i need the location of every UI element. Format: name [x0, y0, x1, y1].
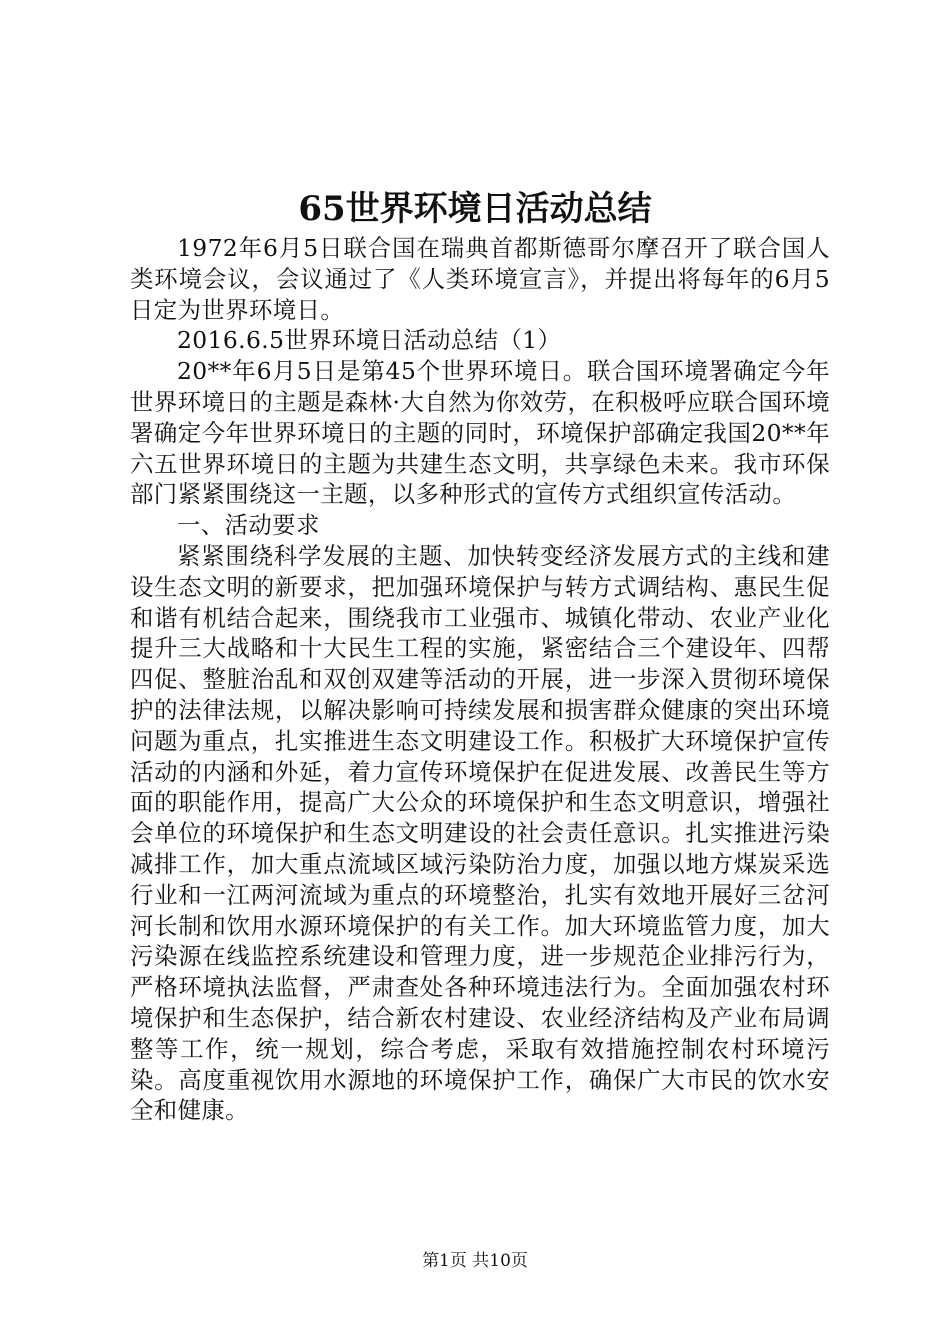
paragraph-subtitle: 2016.6.5世界环境日活动总结（1）	[177, 326, 562, 355]
document-title: 65世界环境日活动总结	[298, 189, 652, 229]
paragraph-intro: 1972年6月5日联合国在瑞典首都斯德哥尔摩召开了联合国人类环境会议，会议通过了《人类环境宣言》，并提出将每年的6月5日定为世界环境日。	[130, 234, 830, 324]
section-heading: 一、活动要求	[177, 511, 320, 540]
paragraph-theme: 20**年6月5日是第45个世界环境日。联合国环境署确定今年世界环境日的主题是森林·大自然为你效劳，在积极呼应联合国环境署确定今年世界环境日的主题的同时，环境保护部确定我国20**年六五世界环境日的主题为共建生态文明，共享绿色未来。我市环保部门紧紧围绕这一主题，以多种形式的宣传方式组织宣传活动。	[130, 357, 830, 509]
paragraph-requirements: 紧紧围绕科学发展的主题、加快转变经济发展方式的主线和建设生态文明的新要求，把加强环境保护与转方式调结构、惠民生促和谐有机结合起来，围绕我市工业强市、城镇化带动、农业产业化提升三大战略和十大民生工程的实施，紧密结合三个建设年、四帮四促、整脏治乱和双创双建等活动的开展，进一步深入贯彻环境保护的法律法规，以解决影响可持续发展和损害群众健康的突出环境问题为重点，扎实推进生态文明建设工作。积极扩大环境保护宣传活动的内涵和外延，着力宣传环境保护在促进发展、改善民生等方面的职能作用，提高广大公众的环境保护和生态文明意识，增强社会单位的环境保护和生态文明建设的社会责任意识。扎实推进污染减排工作，加大重点流域区域污染防治力度，加强以地方煤炭采选行业和一江两河流域为重点的环境整治，扎实有效地开展好三岔河河长制和饮用水源环境保护的有关工作。加大环境监管力度，加大污染源在线监控系统建设和管理力度，进一步规范企业排污行为，严格环境执法监督，严肃查处各种环境违法行为。全面加强农村环境保护和生态保护，结合新农村建设、农业经济结构及产业布局调整等工作，统一规划，综合考虑，采取有效措施控制农村环境污染。高度重视饮用水源地的环境保护工作，确保广大市民的饮水安全和健康。	[130, 541, 830, 1125]
page-number: 第1页 共10页	[422, 1251, 528, 1271]
document-body	[130, 233, 830, 1126]
